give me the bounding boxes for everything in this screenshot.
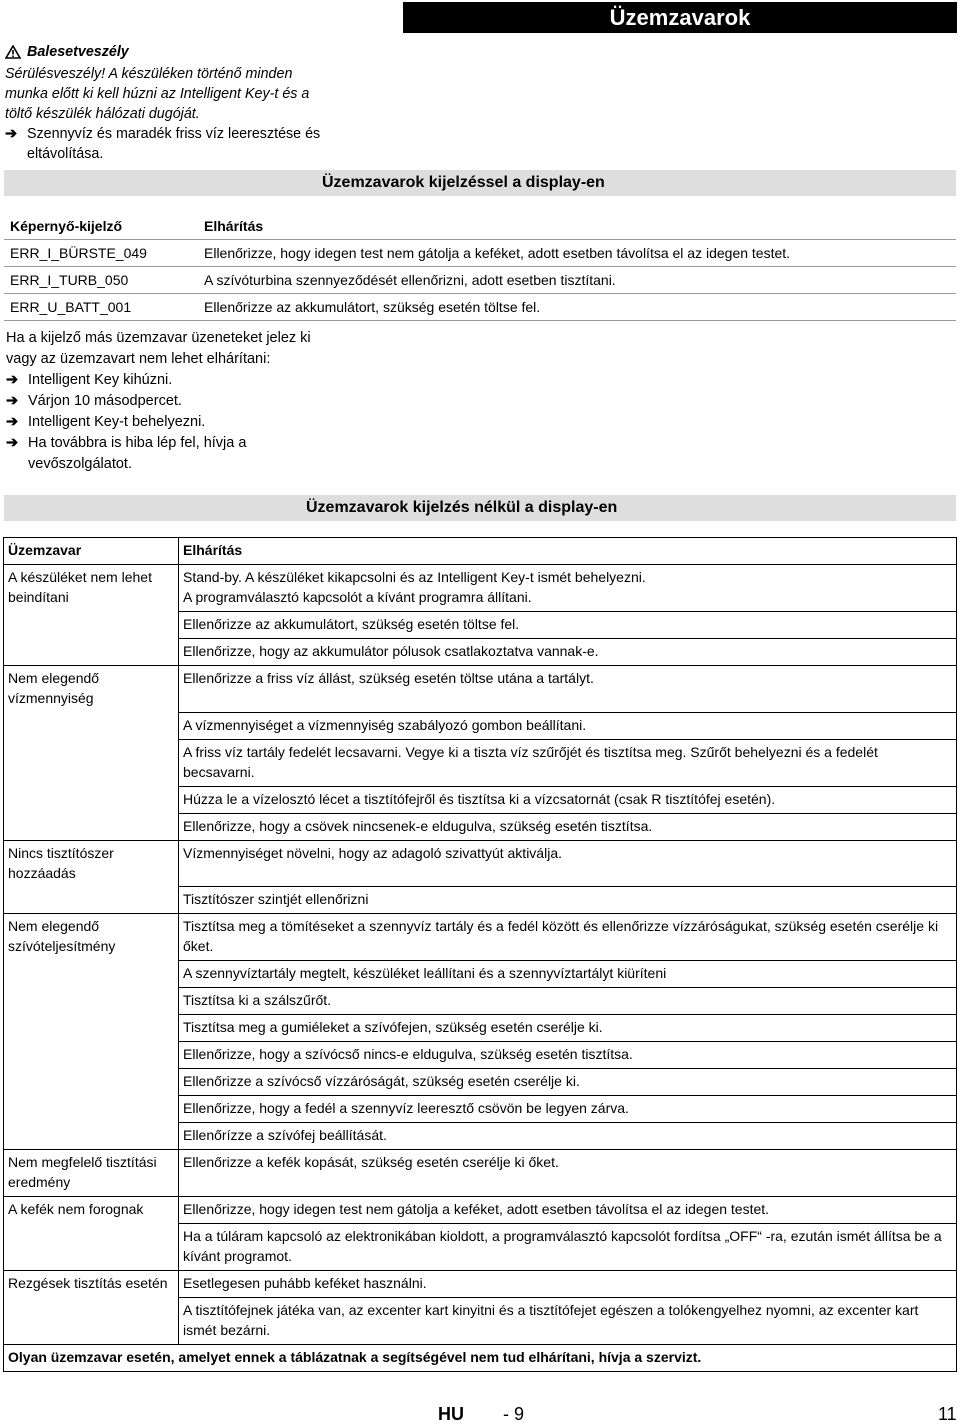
fault-remedy: Ha a túláram kapcsoló az elektronikában kioldott, a programválasztó kapcsolót fordítsa „OFF“ -ra, ezután ismét állítsa be a kívánt programot. xyxy=(179,1224,957,1271)
section-title-display-errors: Üzemzavarok kijelzéssel a display-en xyxy=(4,170,956,196)
table-row xyxy=(4,666,957,713)
fault-remedy: Vízmennyiséget növelni, hogy az adagoló szivattyút aktiválja. xyxy=(179,840,957,887)
arrow-right-icon: ➔ xyxy=(6,393,19,409)
section-title-no-display-errors: Üzemzavarok kijelzés nélkül a display-en xyxy=(4,495,956,521)
fault-remedy: Ellenőrizze, hogy idegen test nem gátolja a keféket, adott esetben távolítsa el az idegen testet. xyxy=(179,1197,957,1224)
fault-cell-continued xyxy=(4,739,179,786)
table-row xyxy=(4,813,957,840)
error-remedy: A szívóturbina szennyeződését ellenőrizni, adott esetben tisztítani. xyxy=(204,272,616,288)
fault-cell-continued xyxy=(4,1123,179,1150)
fault-remedy: Ellenőrizze, hogy az akkumulátor pólusok csatlakoztatva vannak-e. xyxy=(179,639,957,666)
fault-remedy: A friss víz tartály fedelét lecsavarni. Vegye ki a tiszta víz szűrőjét és tisztítsa meg. Szűrőt behelyezni és a fedelét becsavarni. xyxy=(179,739,957,786)
warning-block xyxy=(5,42,335,164)
error-code: ERR_U_BATT_001 xyxy=(10,299,132,315)
col-header-fault: Üzemzavar xyxy=(4,538,179,565)
table-row xyxy=(4,612,957,639)
fault-remedy: A vízmennyiséget a vízmennyiség szabályozó gombon beállítani. xyxy=(179,712,957,739)
table-row xyxy=(4,739,957,786)
col-header-remedy: Elhárítás xyxy=(179,538,957,565)
fault-cell-continued xyxy=(4,612,179,639)
fault-remedy: Ellenőrizze, hogy a csövek nincsenek-e eldugulva, szükség esetén tisztítsa. xyxy=(179,813,957,840)
note-intro: Ha a kijelző más üzemzavar üzeneteket jelez ki vagy az üzemzavart nem lehet elhárítani: xyxy=(6,330,311,367)
fault-remedy: Tisztítsa meg a gumiéleket a szívófejen, szükség esetén cserélje ki. xyxy=(179,1015,957,1042)
fault-name: A készüléket nem lehet beindítani xyxy=(4,565,179,612)
table-row xyxy=(4,639,957,666)
fault-remedy: Húzza le a vízelosztó lécet a tisztítófejről és tisztítsa ki a vízcsatornát (csak R tisztítófej esetén). xyxy=(179,786,957,813)
error-remedy: Ellenőrizze az akkumulátort, szükség esetén töltse fel. xyxy=(204,299,541,315)
table-row xyxy=(4,887,957,914)
table-row xyxy=(4,988,957,1015)
faults-table xyxy=(3,537,957,1372)
error-code: ERR_I_TURB_050 xyxy=(10,272,129,288)
fault-cell-continued xyxy=(4,639,179,666)
arrow-right-icon: ➔ xyxy=(6,414,19,430)
col-header-display: Képernyő-kijelző xyxy=(10,218,123,234)
fault-remedy: Stand-by. A készüléket kikapcsolni és az Intelligent Key-t ismét behelyezni. A programválasztó kapcsolót a kívánt programra állítani. xyxy=(179,565,957,612)
table-row xyxy=(4,267,956,294)
warning-step: Szennyvíz és maradék friss víz leeresztése és eltávolítása. xyxy=(27,126,321,162)
note-step: Ha továbbra is hiba lép fel, hívja a vevőszolgálatot. xyxy=(28,435,247,472)
fault-cell-continued xyxy=(4,1069,179,1096)
fault-remedy: Ellenőrizze, hogy a szívócső nincs-e eldugulva, szükség esetén tisztítsa. xyxy=(179,1042,957,1069)
display-errors-table xyxy=(4,213,956,321)
fault-cell-continued xyxy=(4,712,179,739)
fault-cell-continued xyxy=(4,1042,179,1069)
warning-triangle-icon xyxy=(5,45,21,59)
fault-remedy: Tisztítószer szintjét ellenőrizni xyxy=(179,887,957,914)
table-row xyxy=(4,565,957,612)
fault-remedy: Ellenőrizze az akkumulátort, szükség esetén töltse fel. xyxy=(179,612,957,639)
arrow-right-icon: ➔ xyxy=(6,435,19,451)
fault-remedy: Ellenőrízze a szívófej beállítását. xyxy=(179,1123,957,1150)
fault-remedy: Ellenőrizze a friss víz állást, szükség esetén töltse utána a tartályt. xyxy=(179,666,957,713)
fault-cell-continued xyxy=(4,813,179,840)
table-row xyxy=(4,1096,957,1123)
footer-page-number: 11 xyxy=(938,1404,957,1424)
error-remedy: Ellenőrizze, hogy idegen test nem gátolja a keféket, adott esetben távolítsa el az idegen testet. xyxy=(204,245,791,261)
table-row xyxy=(4,1123,957,1150)
service-note: Olyan üzemzavar esetén, amelyet ennek a táblázatnak a segítségével nem tud elhárítani, hívja a szervizt. xyxy=(4,1345,957,1372)
table-row xyxy=(4,1150,957,1197)
table-row xyxy=(4,1069,957,1096)
fault-name: Nem megfelelő tisztítási eredmény xyxy=(4,1150,179,1197)
fault-cell-continued xyxy=(4,1224,179,1271)
table-header-row xyxy=(4,538,957,565)
table-footer-row xyxy=(4,1345,957,1372)
fault-remedy: A tisztítófejnek játéka van, az excenter kart kinyitni és a tisztítófejet egészen a tolókengyelhez nyomni, az excenter kart ismét bezárni. xyxy=(179,1298,957,1345)
fault-name: Rezgések tisztítás esetén xyxy=(4,1271,179,1298)
fault-remedy: Ellenőrizze a szívócső vízzáróságát, szükség esetén cserélje ki. xyxy=(179,1069,957,1096)
fault-remedy: Ellenőrizze a kefék kopását, szükség esetén cserélje ki őket. xyxy=(179,1150,957,1197)
fault-cell-continued xyxy=(4,961,179,988)
fault-name: A kefék nem forognak xyxy=(4,1197,179,1224)
fault-cell-continued xyxy=(4,786,179,813)
reset-instructions xyxy=(6,328,328,475)
warning-title: Balesetveszély xyxy=(27,44,129,60)
table-row xyxy=(4,840,957,887)
table-row xyxy=(4,1271,957,1298)
footer-language: HU xyxy=(438,1404,464,1424)
table-row xyxy=(4,1298,957,1345)
note-step: Várjon 10 másodpercet. xyxy=(28,393,182,409)
table-row xyxy=(4,712,957,739)
arrow-right-icon: ➔ xyxy=(5,126,17,142)
error-code: ERR_I_BÜRSTE_049 xyxy=(10,245,147,261)
page-header: Üzemzavarok xyxy=(403,2,957,33)
fault-remedy: A szennyvíztartály megtelt, készüléket leállítani és a szennyvíztartályt kiüríteni xyxy=(179,961,957,988)
table-row xyxy=(4,786,957,813)
fault-remedy: Ellenőrizze, hogy a fedél a szennyvíz leeresztő csövön be legyen zárva. xyxy=(179,1096,957,1123)
fault-name: Nem elegendő vízmennyiség xyxy=(4,666,179,713)
col-header-remedy: Elhárítás xyxy=(204,218,264,234)
table-row xyxy=(4,1042,957,1069)
table-row xyxy=(4,240,956,267)
warning-text: Sérülésveszély! A készüléken történő minden munka előtt ki kell húzni az Intelligent Key-t és a töltő készülék hálózati dugóját. xyxy=(5,66,310,122)
fault-cell-continued xyxy=(4,887,179,914)
table-row xyxy=(4,1224,957,1271)
fault-name: Nincs tisztítószer hozzáadás xyxy=(4,840,179,887)
table-row xyxy=(4,961,957,988)
fault-cell-continued xyxy=(4,1015,179,1042)
fault-remedy: Tisztítsa ki a szálszűrőt. xyxy=(179,988,957,1015)
note-step: Intelligent Key-t behelyezni. xyxy=(28,414,206,430)
fault-name: Nem elegendő szívóteljesítmény xyxy=(4,914,179,961)
table-row xyxy=(4,914,957,961)
fault-cell-continued xyxy=(4,988,179,1015)
fault-remedy: Tisztítsa meg a tömítéseket a szennyvíz tartály és a fedél között és ellenőrizze vízzáróságukat, szükség esetén cserélje ki őket. xyxy=(179,914,957,961)
table-header-row xyxy=(4,213,956,240)
table-row xyxy=(4,1197,957,1224)
arrow-right-icon: ➔ xyxy=(6,372,19,388)
fault-cell-continued xyxy=(4,1096,179,1123)
note-step: Intelligent Key kihúzni. xyxy=(28,372,173,388)
table-row xyxy=(4,294,956,321)
fault-cell-continued xyxy=(4,1298,179,1345)
table-row xyxy=(4,1015,957,1042)
fault-remedy: Esetlegesen puhább keféket használni. xyxy=(179,1271,957,1298)
footer-page: - 9 xyxy=(503,1404,525,1424)
